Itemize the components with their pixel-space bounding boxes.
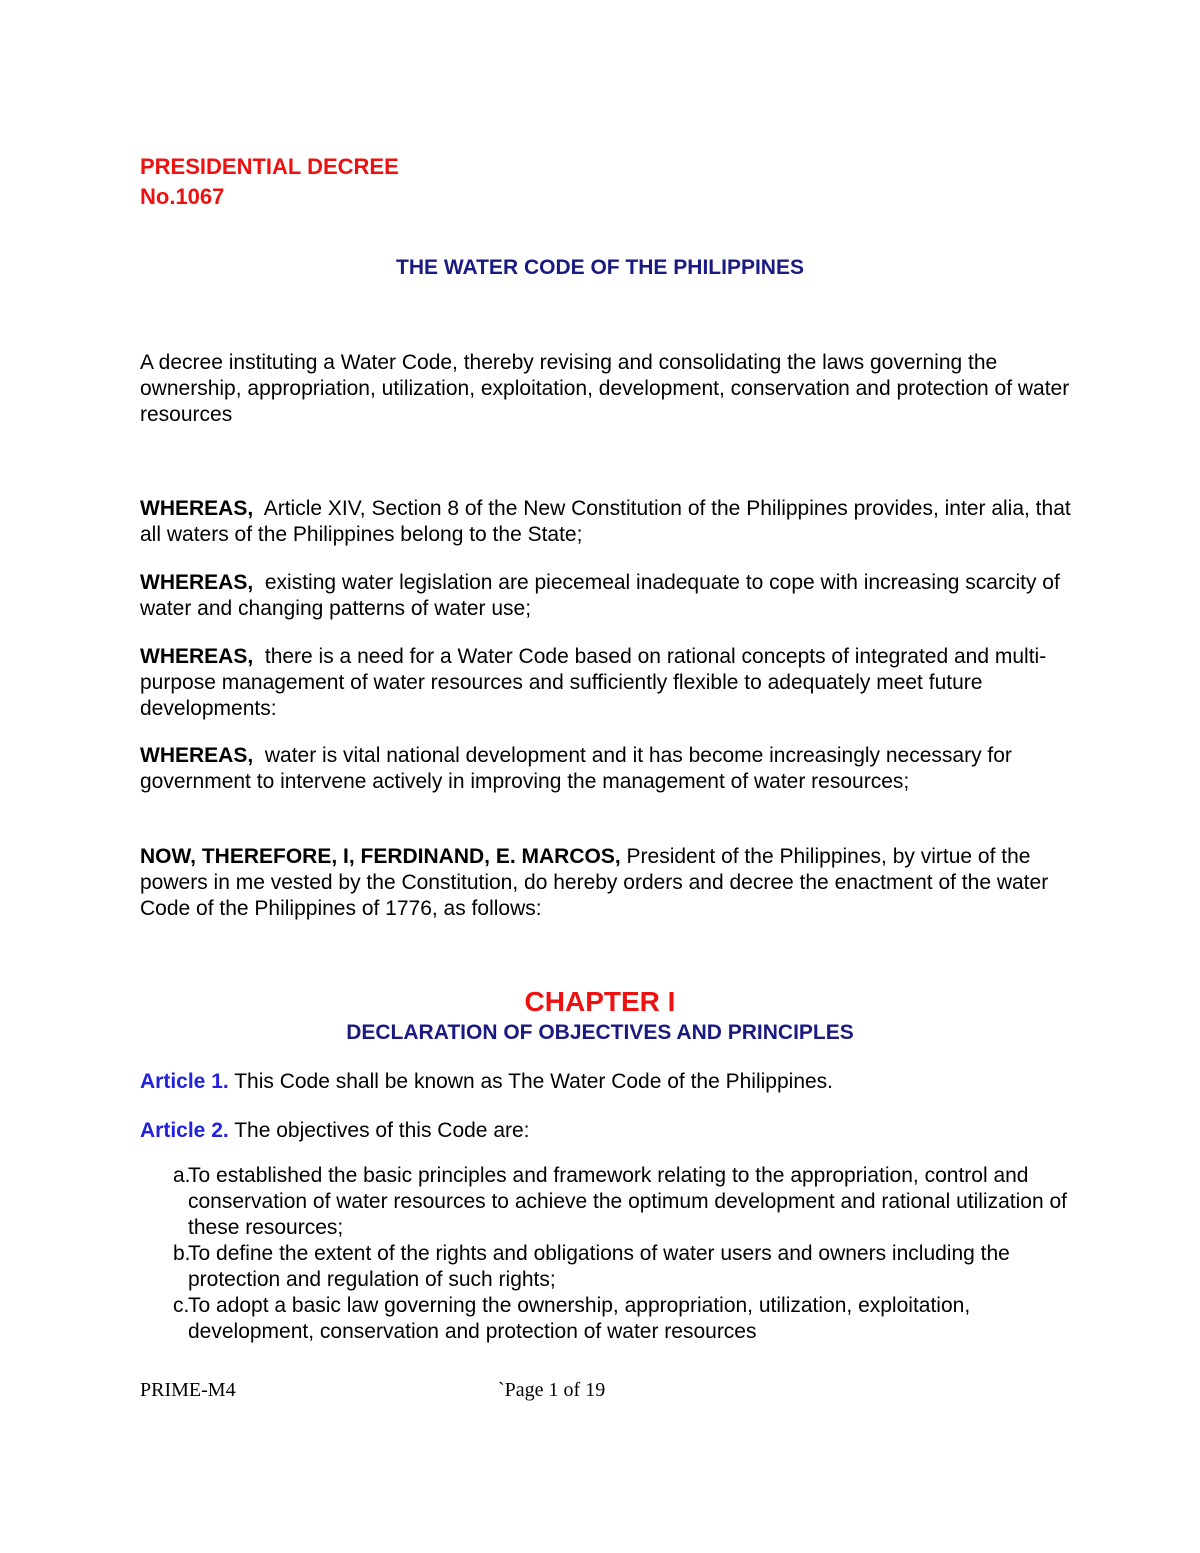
now-therefore-lead: NOW, THEREFORE, I, FERDINAND, E. MARCOS, xyxy=(140,845,621,868)
article-text: The objectives of this Code are: xyxy=(234,1119,530,1142)
article-label: Article 2. xyxy=(140,1119,229,1142)
now-therefore-paragraph xyxy=(140,844,1080,922)
whereas-lead: WHEREAS, xyxy=(140,571,254,594)
whereas-paragraph xyxy=(140,644,1080,722)
whereas-lead: WHEREAS, xyxy=(140,645,254,668)
whereas-text: Article XIV, Section 8 of the New Constitution of the Philippines provides, inter alia, that all waters of the Philippines belong to the State; xyxy=(140,497,1071,546)
chapter-title: CHAPTER I xyxy=(524,986,676,1017)
list-marker: b. xyxy=(173,1242,191,1265)
list-item xyxy=(140,1241,1080,1293)
list-item-text: To adopt a basic law governing the ownership, appropriation, utilization, exploitation, development, conservation and protection of water resources xyxy=(188,1294,971,1343)
list-item-text: To define the extent of the rights and obligations of water users and owners including the protection and regulation of such rights; xyxy=(188,1242,1010,1291)
code-title: THE WATER CODE OF THE PHILIPPINES xyxy=(396,256,804,279)
list-marker: c. xyxy=(173,1294,190,1317)
footer-label: PRIME-M4 xyxy=(140,1379,236,1401)
whereas-lead: WHEREAS, xyxy=(140,744,254,767)
article-paragraph xyxy=(140,1118,1080,1144)
list-item xyxy=(140,1163,1080,1241)
whereas-lead: WHEREAS, xyxy=(140,497,254,520)
decree-title: PRESIDENTIAL DECREE xyxy=(140,154,399,179)
now-therefore-text: President of the Philippines, by virtue of the powers in me vested by the Constitution, do hereby orders and decree the enactment of the water Code of the Philippines of 1776, as follows: xyxy=(140,845,1049,920)
page-number: `Page 1 of 19 xyxy=(498,1379,606,1401)
chapter-subtitle: DECLARATION OF OBJECTIVES AND PRINCIPLES xyxy=(346,1021,854,1044)
article-label: Article 1. xyxy=(140,1070,229,1093)
article-paragraph xyxy=(140,1069,1080,1095)
list-item-text: To established the basic principles and framework relating to the appropriation, control and conservation of water resources to achieve the optimum development and rational utilization of these resources; xyxy=(188,1164,1067,1239)
objectives-list xyxy=(140,1163,1080,1345)
whereas-paragraph xyxy=(140,496,1080,548)
whereas-paragraph xyxy=(140,743,1080,795)
whereas-text: water is vital national development and it has become increasingly necessary for government to intervene actively in improving the management of water resources; xyxy=(140,744,1012,793)
decree-number: No.1067 xyxy=(140,184,225,209)
list-item xyxy=(140,1293,1080,1345)
intro-paragraph: A decree instituting a Water Code, thereby revising and consolidating the laws governing the ownership, appropriation, utilization, exploitation, development, conservation and protection of water resources xyxy=(140,351,1070,426)
whereas-paragraph xyxy=(140,570,1080,622)
whereas-text: existing water legislation are piecemeal inadequate to cope with increasing scarcity of water and changing patterns of water use; xyxy=(140,571,1060,620)
whereas-text: there is a need for a Water Code based on rational concepts of integrated and multi-purpose management of water resources and sufficiently flexible to adequately meet future developments: xyxy=(140,645,1047,720)
list-marker: a. xyxy=(173,1164,191,1187)
decree-heading xyxy=(140,152,399,212)
article-text: This Code shall be known as The Water Code of the Philippines. xyxy=(234,1070,834,1093)
